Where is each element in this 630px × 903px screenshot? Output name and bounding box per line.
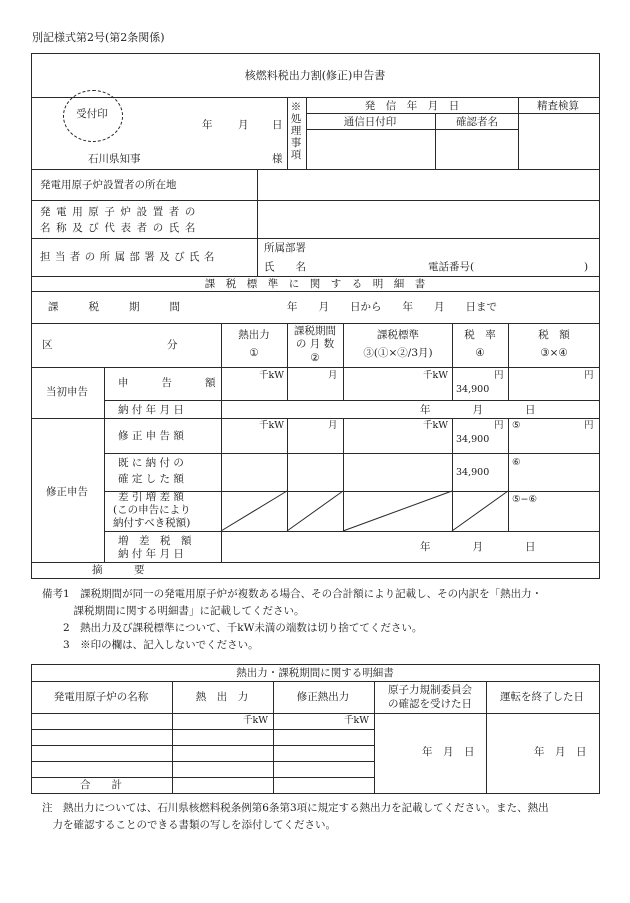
- initial-paid-date-value: 年 月 日: [420, 404, 536, 416]
- person-name-label: 氏 名: [264, 261, 306, 273]
- detail-section-title: 課 税 標 準 に 関 す る 明 細 書: [204, 278, 426, 290]
- amended-amount-label: 修 正 申 告 額: [118, 430, 184, 442]
- reactor-name-header: 発電用原子炉の名称: [53, 691, 149, 703]
- already-paid-line2: 確 定 し た 額: [118, 473, 184, 485]
- summary-label: 摘 要: [92, 564, 145, 576]
- declared-amount-label: 申 告 額: [118, 377, 220, 389]
- kubun-header: 区 分: [42, 339, 180, 351]
- name-label-line1: 発電用原子炉設置者の: [40, 206, 201, 218]
- remark-1: 備考1 課税期間が同一の発電用原子炉が複数ある場合、その合計額により記載し、その内訳を「熱出力・: [42, 588, 543, 600]
- mark-5-minus-6: ⑤−⑥: [512, 494, 537, 505]
- confirmation-date-header-2: の確認を受けた日: [388, 698, 472, 710]
- phone-close: ): [584, 261, 589, 273]
- date-month: 月: [238, 119, 249, 131]
- t2-unit-kw-1: 千kW: [243, 715, 269, 726]
- honorific: 様: [272, 153, 283, 165]
- mark-6: ⑥: [512, 457, 521, 468]
- output-detail-title: 熱出力・課税期間に関する明細書: [236, 667, 394, 679]
- remark-2: 2 熱出力及び課税標準について、千kW未満の端数は切り捨ててください。: [42, 622, 423, 634]
- tax-formula: ③×④: [540, 347, 568, 359]
- unit-kw-1: 千kW: [259, 370, 285, 381]
- output-number: ①: [249, 347, 259, 359]
- unit-kw-2: 千kW: [423, 370, 449, 381]
- output-header: 熱出力: [238, 329, 270, 341]
- rate-number: ④: [475, 347, 485, 359]
- diff-line3: 納付すべき税額): [113, 517, 191, 529]
- comm-stamp-header: 通信日付印: [343, 116, 397, 128]
- footnote: [42, 800, 549, 834]
- months-header-line2: の 月 数: [295, 338, 335, 350]
- period-label: 課 税 期 間: [48, 301, 183, 313]
- confirmation-date-value: 年 月 日: [422, 746, 475, 758]
- t2-unit-kw-2: 千kW: [344, 715, 370, 726]
- form-title: 核燃料税出力割(修正)申告書: [244, 69, 386, 82]
- months-header-line1: 課税期間: [294, 325, 336, 337]
- mark-5: ⑤: [512, 420, 521, 431]
- confirmation-date-header-1: 原子力規制委員会: [388, 684, 472, 696]
- rate-value-3: 34,900: [456, 467, 490, 478]
- total-label: 合 計: [80, 779, 122, 791]
- output-col-header: 熱 出 力: [195, 691, 249, 703]
- reception-stamp-label: 受付印: [76, 108, 108, 120]
- amended-declaration-label: 修正申告: [46, 486, 88, 498]
- date-year: 年: [202, 119, 213, 131]
- diff-line2: (この申告により: [113, 504, 191, 516]
- standard-formula: ③(①×②/3月): [363, 347, 433, 359]
- sent-date-header: 発 信 年 月 日: [364, 100, 460, 112]
- date-day: 日: [272, 119, 283, 131]
- unit-month-1: 月: [328, 370, 338, 381]
- phone-label: 電話番号(: [428, 261, 475, 273]
- already-paid-line1: 既 に 納 付 の: [118, 457, 184, 469]
- dept-label: 所属部署: [264, 242, 306, 254]
- addressee: 石川県知事: [88, 153, 141, 165]
- audit-header: 精査検算: [537, 100, 579, 112]
- unit-month-2: 月: [328, 420, 338, 431]
- unit-yen-4: 円: [584, 420, 594, 431]
- location-label: 発電用原子炉設置者の所在地: [40, 179, 177, 191]
- remark-3: 3 ※印の欄は、記入しないでください。: [42, 639, 259, 651]
- unit-yen-1: 円: [494, 370, 504, 381]
- office-processing-mark: ※処理事項: [290, 101, 302, 161]
- footnote-line1: 注 熱出力については、石川県核燃料税条例第6条第3項に規定する熱出力を記載してください。また、熱出: [42, 802, 549, 814]
- amended-paid-date-value: 年 月 日: [420, 541, 536, 553]
- corrected-output-header: 修正熱出力: [296, 691, 350, 703]
- rate-value-2: 34,900: [456, 434, 490, 445]
- months-number: ②: [310, 352, 320, 364]
- contact-label: 担当者の所属部署及び氏名: [40, 251, 219, 263]
- unit-yen-2: 円: [584, 370, 594, 381]
- rate-header: 税 率: [464, 329, 496, 341]
- unit-kw-4: 千kW: [423, 420, 449, 431]
- tax-header: 税 額: [538, 329, 570, 341]
- initial-declaration-label: 当初申告: [46, 386, 88, 398]
- remark-1-cont: 課税期間に関する明細書」に記載してください。: [42, 605, 305, 617]
- footnote-line2: 力を確認することのできる書類の写しを添付してください。: [42, 819, 336, 831]
- form-label: 別記様式第2号(第2条関係): [32, 31, 165, 44]
- initial-paid-date-label: 納 付 年 月 日: [118, 404, 184, 416]
- shutdown-date-header: 運転を終了した日: [500, 691, 584, 703]
- unit-yen-3: 円: [494, 420, 504, 431]
- period-value: 年 月 日から 年 月 日まで: [287, 301, 497, 313]
- confirmer-header: 確認者名: [456, 116, 498, 128]
- diff-line1: 差 引 増 差 額: [118, 491, 184, 503]
- increase-line1: 増 差 税 額: [118, 535, 192, 547]
- increase-line2: 納 付 年 月 日: [118, 548, 184, 560]
- unit-kw-3: 千kW: [259, 420, 285, 431]
- name-label-line2: 名称及び代表者の氏名: [40, 222, 201, 234]
- shutdown-date-value: 年 月 日: [534, 746, 587, 758]
- standard-header: 課税標準: [377, 329, 419, 341]
- rate-value-1: 34,900: [456, 384, 490, 395]
- remarks: [42, 586, 542, 654]
